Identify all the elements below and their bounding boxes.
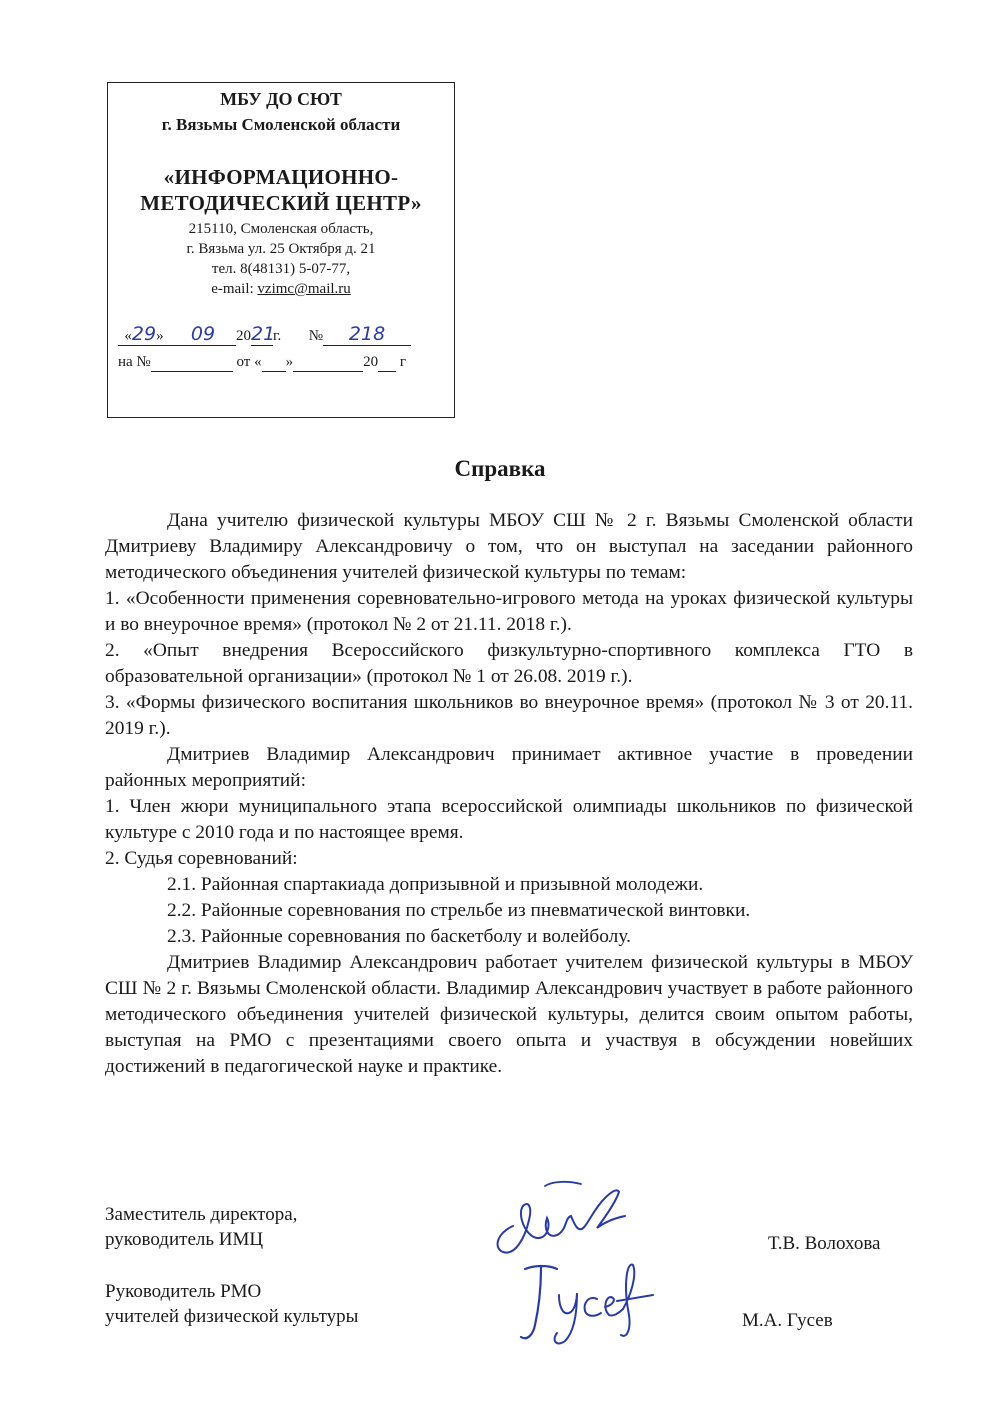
letterhead-stamp xyxy=(107,82,455,418)
competition-item: 2.3. Районные соревнования по баскетболу и волейболу. xyxy=(167,926,631,947)
role-item: 1. Член жюри муниципального этапа всероссийской олимпиады школьников по физической культуре с 2010 года и по настоящее время. xyxy=(105,796,913,843)
conclusion-paragraph: Дмитриев Владимир Александрович работает учителем физической культуры в МБОУ СШ № 2 г. Вязьмы Смоленской области. Владимир Александрович участвует в работе районного методического объединения учителей физической культуры, делится своим опытом работы, выступая на РМО с презентациями своего опыта и участвуя в обсуждении новейших достижений в педагогической науке и практике. xyxy=(105,952,913,1077)
signer1-title-line1: Заместитель директора, xyxy=(105,1204,298,1225)
document-body xyxy=(105,508,913,1080)
signer2-title-line1: Руководитель РМО xyxy=(105,1281,262,1302)
ref-unit: г xyxy=(399,354,407,370)
topic-item: 2. «Опыт внедрения Всероссийского физкультурно-спортивного комплекса ГТО в образовательной организации» (протокол № 1 от 26.08. 2019 г.). xyxy=(105,640,913,687)
competition-item: 2.1. Районная спартакиада допризывной и призывной молодежи. xyxy=(167,874,704,895)
phone: тел. 8(48131) 5-07-77, xyxy=(211,261,351,277)
competition-item: 2.2. Районные соревнования по стрельбе из пневматической винтовки. xyxy=(167,900,751,921)
center-name-line2: МЕТОДИЧЕСКИЙ ЦЕНТР» xyxy=(140,191,422,215)
signer1-name: Т.В. Волохова xyxy=(768,1233,881,1254)
registration-date-line xyxy=(118,325,411,346)
reference-line: на № от « » 20 г xyxy=(118,354,407,370)
year-prefix: 20 xyxy=(236,328,251,344)
signer1-title-line2: руководитель ИМЦ xyxy=(105,1229,264,1250)
participation-paragraph: Дмитриев Владимир Александрович принимает активное участие в проведении районных мероприятий: xyxy=(105,744,913,791)
organization-location: г. Вязьмы Смоленской области xyxy=(161,115,401,134)
date-month: 09 xyxy=(170,325,236,346)
signer2-title-line2: учителей физической культуры xyxy=(105,1306,359,1327)
registration-number: 218 xyxy=(323,325,411,346)
signer2-name: М.А. Гусев xyxy=(742,1310,833,1331)
address-line1: 215110, Смоленская область, xyxy=(188,221,374,237)
center-name-line1: «ИНФОРМАЦИОННО- xyxy=(163,165,399,189)
role-item: 2. Судья соревнований: xyxy=(105,848,298,869)
ref-year: 20 xyxy=(363,354,379,370)
date-day: «29» xyxy=(118,325,170,346)
topic-item: 1. «Особенности применения соревновательно-игрового метода на уроках физической культуры и во внеурочное время» (протокол № 2 от 21.11. 2018 г.). xyxy=(105,588,913,635)
email-label: e-mail: xyxy=(211,281,258,297)
email-line xyxy=(108,281,454,298)
intro-paragraph: Дана учителю физической культуры МБОУ СШ № 2 г. Вязьмы Смоленской области Дмитриеву Владимиру Александровичу о том, что он выступал на заседании районного методического объединения учителей физической культуры по темам: xyxy=(105,510,913,583)
year-unit: г. xyxy=(273,328,282,344)
signature-gusev xyxy=(505,1255,670,1350)
address-line2: г. Вязьма ул. 25 Октября д. 21 xyxy=(186,241,376,257)
topic-item: 3. «Формы физического воспитания школьников во внеурочное время» (протокол № 3 от 20.11. 2019 г.). xyxy=(105,692,913,739)
year-suffix: 21 xyxy=(251,323,276,345)
ref-label: на № xyxy=(118,354,151,370)
organization-name: МБУ ДО СЮТ xyxy=(220,89,342,109)
document-title: Справка xyxy=(454,456,546,481)
ref-from-label: от « xyxy=(236,354,262,370)
number-label: № xyxy=(308,328,324,344)
email-link[interactable]: vzimc@mail.ru xyxy=(257,281,351,297)
